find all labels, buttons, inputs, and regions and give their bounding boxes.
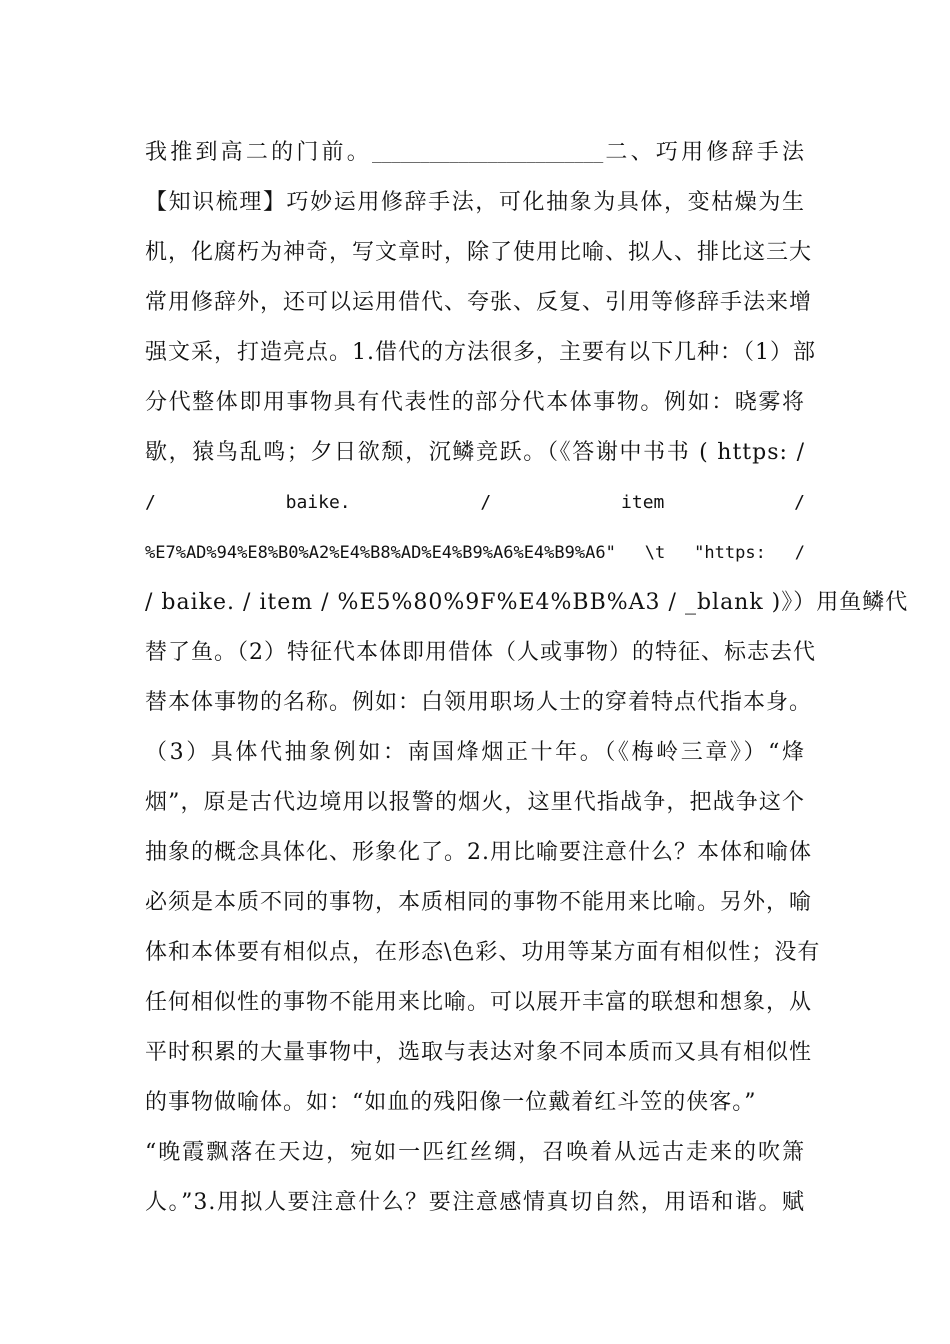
- text-line-6: 分代整体即用事物具有代表性的部分代本体事物。例如：晓雾将: [145, 390, 805, 415]
- text-line-1-start: 我推到高二的门前。: [145, 140, 373, 165]
- text-line-10: / baike. / item / %E5%80%9F%E4%BB%A3 / _blank )》）用鱼鳞代: [145, 590, 909, 615]
- text-line-20: 的事物做喻体。如：“如血的残阳像一位戴着红斗笠的侠客。”: [145, 1090, 757, 1115]
- text-line-9: %E7%AD%94%E8%B0%A2%E4%B8%AD%E4%B9%A6%E4%B9%A6" \t "https: /: [145, 543, 805, 563]
- fill-in-blank-line: ________________________: [372, 144, 604, 163]
- text-line-3: 机，化腐朽为神奇，写文章时，除了使用比喻、拟人、排比这三大: [145, 240, 813, 265]
- text-line-2: 【知识梳理】巧妙运用修辞手法，可化抽象为具体，变枯燥为生: [145, 190, 805, 215]
- document-body: [145, 128, 909, 1228]
- text-line-14: 烟”，原是古代边境用以报警的烟火，这里代指战争，把战争这个: [145, 790, 805, 815]
- text-line-8: [145, 478, 805, 528]
- url-fragment: item: [621, 492, 665, 513]
- text-line-22: 人。”3.用拟人要注意什么？要注意感情真切自然，用语和谐。赋: [145, 1190, 805, 1215]
- section-heading-rhetoric: 二、巧用修辞手法: [603, 140, 805, 165]
- text-line-18: 任何相似性的事物不能用来比喻。可以展开丰富的联想和想象，从: [145, 990, 813, 1015]
- text-line-11: 替了鱼。（2）特征代本体即用借体（人或事物）的特征、标志去代: [145, 640, 816, 665]
- text-line-13: （3）具体代抽象例如：南国烽烟正十年。（《梅岭三章》）“烽: [145, 740, 805, 765]
- text-line-19: 平时积累的大量事物中，选取与表达对象不同本质而又具有相似性: [145, 1040, 813, 1065]
- text-line-1: [145, 128, 805, 178]
- url-fragment: baike.: [285, 492, 351, 513]
- url-fragment: /: [794, 492, 805, 513]
- text-line-16: 必须是本质不同的事物，本质相同的事物不能用来比喻。另外，喻: [145, 890, 813, 915]
- text-line-21: “晚霞飘落在天边，宛如一匹红丝绸，召唤着从远古走来的吹箫: [145, 1140, 805, 1165]
- text-line-15: 抽象的概念具体化、形象化了。2.用比喻要注意什么？本体和喻体: [145, 840, 812, 865]
- text-line-4: 常用修辞外，还可以运用借代、夸张、反复、引用等修辞手法来增: [145, 290, 813, 315]
- url-fragment: /: [145, 492, 156, 513]
- url-fragment: /: [480, 492, 492, 513]
- text-line-7: 歇，猿鸟乱鸣；夕日欲颓，沉鳞竞跃。（《答谢中书书 ( https: /: [145, 440, 805, 465]
- text-line-17: 体和本体要有相似点，在形态\色彩、功用等某方面有相似性；没有: [145, 940, 821, 965]
- text-line-5: 强文采，打造亮点。1.借代的方法很多，主要有以下几种：（1）部: [145, 340, 816, 365]
- text-line-12: 替本体事物的名称。例如：白领用职场人士的穿着特点代指本身。: [145, 690, 813, 715]
